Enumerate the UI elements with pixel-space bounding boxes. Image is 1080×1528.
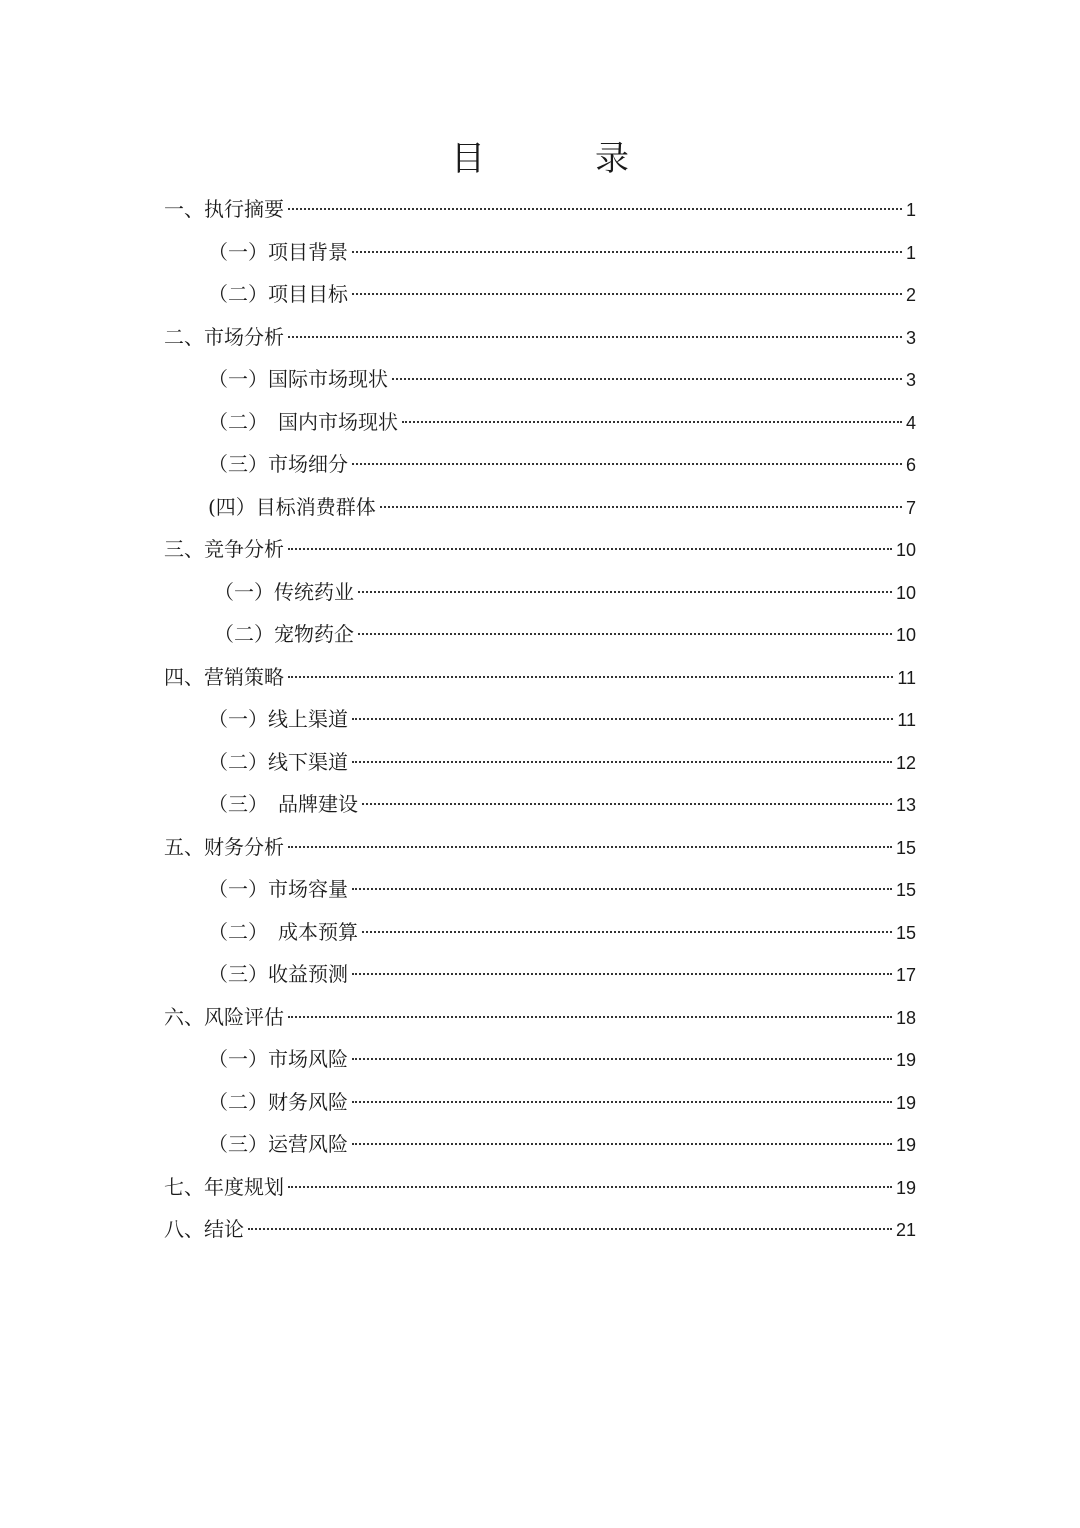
toc-dot-leader bbox=[352, 251, 902, 253]
toc-dot-leader bbox=[358, 591, 892, 593]
toc-dot-leader bbox=[288, 548, 892, 550]
toc-entry[interactable] bbox=[164, 1208, 916, 1251]
toc-entry-page-number: 3 bbox=[905, 370, 916, 390]
toc-entry-page-number: 10 bbox=[895, 540, 916, 560]
toc-entry[interactable] bbox=[164, 911, 916, 954]
toc-entry-page-number: 11 bbox=[897, 710, 916, 730]
toc-dot-leader bbox=[248, 1228, 892, 1230]
toc-entry-page-number: 6 bbox=[905, 455, 916, 475]
toc-entry-label: 四、营销策略 bbox=[164, 664, 284, 689]
toc-entry-label: （一）传统药业 bbox=[214, 579, 354, 604]
toc-entry-label: （三）运营风险 bbox=[208, 1132, 348, 1156]
toc-entry-page-number: 4 bbox=[905, 412, 916, 433]
toc-dot-leader bbox=[402, 421, 902, 423]
toc-dot-leader bbox=[288, 1186, 892, 1188]
toc-entry[interactable] bbox=[164, 783, 916, 826]
toc-entry-label: 三、竞争分析 bbox=[164, 537, 284, 561]
toc-entry-page-number: 3 bbox=[905, 327, 916, 348]
toc-dot-leader bbox=[352, 1143, 892, 1145]
toc-entry-page-number: 10 bbox=[895, 582, 916, 603]
toc-entry[interactable] bbox=[164, 613, 916, 656]
toc-entry-page-number: 15 bbox=[895, 880, 916, 900]
toc-entry-page-number: 15 bbox=[895, 837, 916, 858]
toc-entry-page-number: 10 bbox=[895, 625, 916, 645]
toc-entry-label: （二） 成本预算 bbox=[208, 919, 358, 944]
toc-entry-label: （三）市场细分 bbox=[208, 452, 348, 476]
toc-dot-leader bbox=[288, 336, 902, 338]
toc-entry-label: （一）线上渠道 bbox=[208, 707, 348, 731]
toc-entry-page-number: 13 bbox=[895, 795, 916, 815]
toc-entry-label: 八、结论 bbox=[164, 1217, 244, 1241]
toc-entry-page-number: 1 bbox=[905, 200, 916, 220]
toc-dot-leader bbox=[288, 846, 892, 848]
toc-dot-leader bbox=[352, 973, 892, 975]
toc-entry[interactable] bbox=[164, 358, 916, 401]
toc-entry-label: （一）项目背景 bbox=[208, 239, 348, 264]
toc-title: 目 录 bbox=[451, 139, 667, 179]
toc-entry-label: （二）财务风险 bbox=[208, 1089, 348, 1114]
toc-entry-page-number: 18 bbox=[895, 1007, 916, 1028]
toc-dot-leader bbox=[352, 718, 893, 720]
toc-entry[interactable] bbox=[164, 996, 916, 1039]
toc-entry[interactable] bbox=[164, 486, 916, 529]
toc-entry-page-number: 15 bbox=[895, 922, 916, 943]
toc-entry[interactable] bbox=[164, 231, 916, 274]
toc-entry[interactable] bbox=[164, 1166, 916, 1209]
toc-entry-page-number: 19 bbox=[895, 1050, 916, 1070]
toc-dot-leader bbox=[352, 1058, 892, 1060]
toc-entry-label: （一）市场容量 bbox=[208, 877, 348, 901]
toc-entry-label: 一、执行摘要 bbox=[164, 197, 284, 221]
toc-entry[interactable] bbox=[164, 656, 916, 699]
toc-entry-label: （三）收益预测 bbox=[208, 962, 348, 986]
toc-entry-page-number: 19 bbox=[895, 1135, 916, 1155]
toc-entry[interactable] bbox=[164, 571, 916, 614]
toc-entry[interactable] bbox=[164, 188, 916, 231]
toc-entry-page-number: 17 bbox=[895, 965, 916, 985]
toc-entry[interactable] bbox=[164, 443, 916, 486]
toc-dot-leader bbox=[288, 1016, 892, 1018]
toc-entry[interactable] bbox=[164, 273, 916, 316]
toc-entry[interactable] bbox=[164, 528, 916, 571]
toc-entry-label: (四）目标消费群体 bbox=[208, 494, 376, 519]
toc-entry[interactable] bbox=[164, 316, 916, 359]
toc-dot-leader bbox=[288, 676, 893, 678]
toc-dot-leader bbox=[362, 931, 892, 933]
toc-entry-page-number: 7 bbox=[905, 497, 916, 518]
toc-entry-page-number: 12 bbox=[895, 752, 916, 773]
toc-entry-label: 二、市场分析 bbox=[164, 324, 284, 349]
toc-entry[interactable] bbox=[164, 1123, 916, 1166]
toc-entry[interactable] bbox=[164, 698, 916, 741]
toc-entry[interactable] bbox=[164, 868, 916, 911]
toc-entry-page-number: 19 bbox=[895, 1177, 916, 1198]
toc-dot-leader bbox=[352, 293, 902, 295]
toc-dot-leader bbox=[362, 803, 892, 805]
toc-dot-leader bbox=[380, 506, 902, 508]
toc-entry-label: （三） 品牌建设 bbox=[208, 792, 358, 816]
table-of-contents bbox=[164, 188, 916, 1251]
toc-entry-page-number: 11 bbox=[897, 667, 916, 688]
toc-entry-label: （二） 国内市场现状 bbox=[208, 409, 398, 434]
toc-entry[interactable] bbox=[164, 1081, 916, 1124]
toc-entry[interactable] bbox=[164, 1038, 916, 1081]
toc-entry-page-number: 21 bbox=[895, 1220, 916, 1240]
toc-dot-leader bbox=[288, 208, 902, 210]
toc-entry-page-number: 19 bbox=[895, 1092, 916, 1113]
toc-entry[interactable] bbox=[164, 401, 916, 444]
toc-dot-leader bbox=[352, 761, 892, 763]
toc-entry-label: （一）国际市场现状 bbox=[208, 367, 388, 391]
toc-dot-leader bbox=[358, 633, 892, 635]
toc-entry-label: （二）项目目标 bbox=[208, 282, 348, 306]
toc-dot-leader bbox=[352, 888, 892, 890]
toc-entry-page-number: 1 bbox=[905, 242, 916, 263]
toc-entry-label: （一）市场风险 bbox=[208, 1047, 348, 1071]
toc-entry-label: 五、财务分析 bbox=[164, 834, 284, 859]
toc-entry-label: （二）线下渠道 bbox=[208, 749, 348, 774]
toc-entry-label: （二）宠物药企 bbox=[214, 622, 354, 646]
toc-entry-page-number: 2 bbox=[905, 285, 916, 305]
toc-entry[interactable] bbox=[164, 741, 916, 784]
toc-entry-label: 六、风险评估 bbox=[164, 1004, 284, 1029]
toc-entry[interactable] bbox=[164, 953, 916, 996]
toc-dot-leader bbox=[352, 1101, 892, 1103]
toc-entry[interactable] bbox=[164, 826, 916, 869]
toc-dot-leader bbox=[392, 378, 902, 380]
toc-dot-leader bbox=[352, 463, 902, 465]
toc-entry-label: 七、年度规划 bbox=[164, 1174, 284, 1199]
